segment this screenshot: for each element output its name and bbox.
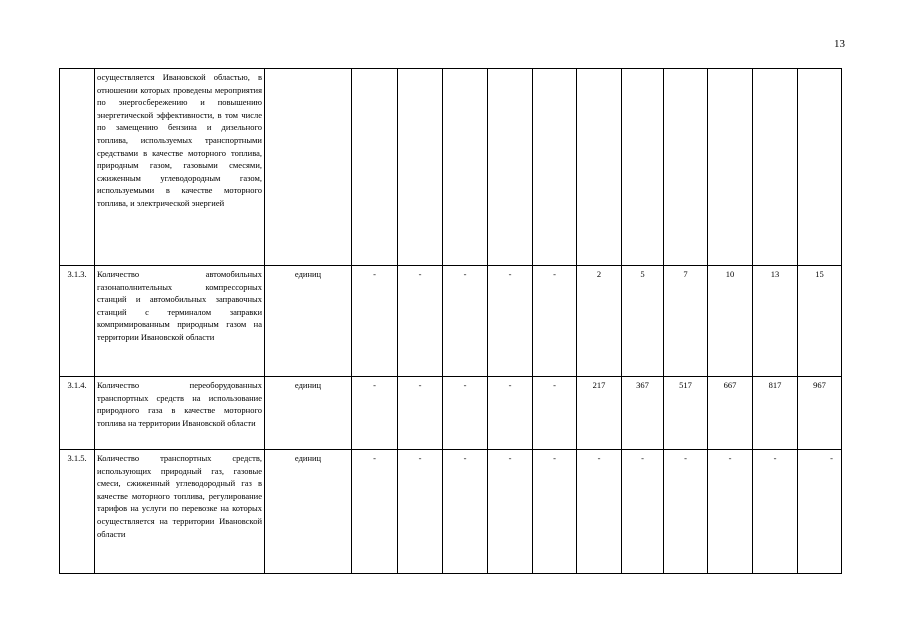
value-cell: - [352, 266, 398, 377]
value-cell [577, 69, 622, 266]
row-description: Количество транспортных средств, использующих природный газ, газовые смеси, сжиженный углеводородный газ в качестве моторного топлива, регулирование тарифов на услуги по перевозке на которых осуществляется на территории Ивановской области [95, 450, 265, 574]
row-unit [265, 69, 352, 266]
value-cell [708, 69, 753, 266]
value-cell: - [443, 450, 488, 574]
value-cell [443, 69, 488, 266]
value-cell: 517 [664, 377, 708, 450]
row-number [60, 69, 95, 266]
row-number: 3.1.4. [60, 377, 95, 450]
value-cell [798, 69, 842, 266]
value-cell [488, 69, 533, 266]
value-cell: - [664, 450, 708, 574]
value-cell: 5 [622, 266, 664, 377]
value-cell [398, 69, 443, 266]
value-cell: 217 [577, 377, 622, 450]
row-unit: единиц [265, 377, 352, 450]
value-cell: - [398, 450, 443, 574]
value-cell: - [398, 377, 443, 450]
value-cell: - [443, 266, 488, 377]
value-cell: 15 [798, 266, 842, 377]
value-cell [352, 69, 398, 266]
value-cell: 367 [622, 377, 664, 450]
row-unit: единиц [265, 450, 352, 574]
value-cell: - [533, 377, 577, 450]
row-description: осуществляется Ивановской областью, в отношении которых проведены мероприятия по энергосбережению и повышению энергетической эффективности, в том числе по замещению бензина и дизельного топлива, используемых транспортными средствами в качестве моторного топлива, природным газом, газовыми смесями, сжиженным углеводородным газом, используемыми в качестве моторного топлива, и электрической энергией [95, 69, 265, 266]
value-cell: - [488, 377, 533, 450]
value-cell [622, 69, 664, 266]
value-cell [664, 69, 708, 266]
value-cell: 667 [708, 377, 753, 450]
value-cell: 967 [798, 377, 842, 450]
table-row [60, 450, 842, 574]
value-cell: - [352, 450, 398, 574]
value-cell: - [488, 450, 533, 574]
value-cell: - [533, 450, 577, 574]
page-number: 13 [834, 38, 845, 50]
row-number: 3.1.5. [60, 450, 95, 574]
row-number: 3.1.3. [60, 266, 95, 377]
value-cell: 2 [577, 266, 622, 377]
value-cell: 817 [753, 377, 798, 450]
value-cell: - [622, 450, 664, 574]
value-cell: - [443, 377, 488, 450]
value-cell: - [488, 266, 533, 377]
value-cell: - [398, 266, 443, 377]
value-cell: - [577, 450, 622, 574]
value-cell: 7 [664, 266, 708, 377]
value-cell: 13 [753, 266, 798, 377]
table-row [60, 377, 842, 450]
value-cell [533, 69, 577, 266]
value-cell: - [533, 266, 577, 377]
row-description: Количество автомобильных газонаполнительных компрессорных станций и автомобильных заправочных станций с терминалом заправки компримированным природным газом на территории Ивановской области [95, 266, 265, 377]
row-description: Количество переоборудованных транспортных средств на использование природного газа в качестве моторного топлива на территории Ивановской области [95, 377, 265, 450]
value-cell [753, 69, 798, 266]
value-cell: - [753, 450, 798, 574]
value-cell: - [798, 450, 842, 574]
value-cell: - [708, 450, 753, 574]
value-cell: 10 [708, 266, 753, 377]
table-row [60, 266, 842, 377]
indicators-table [59, 68, 842, 574]
value-cell: - [352, 377, 398, 450]
row-unit: единиц [265, 266, 352, 377]
table-row [60, 69, 842, 266]
